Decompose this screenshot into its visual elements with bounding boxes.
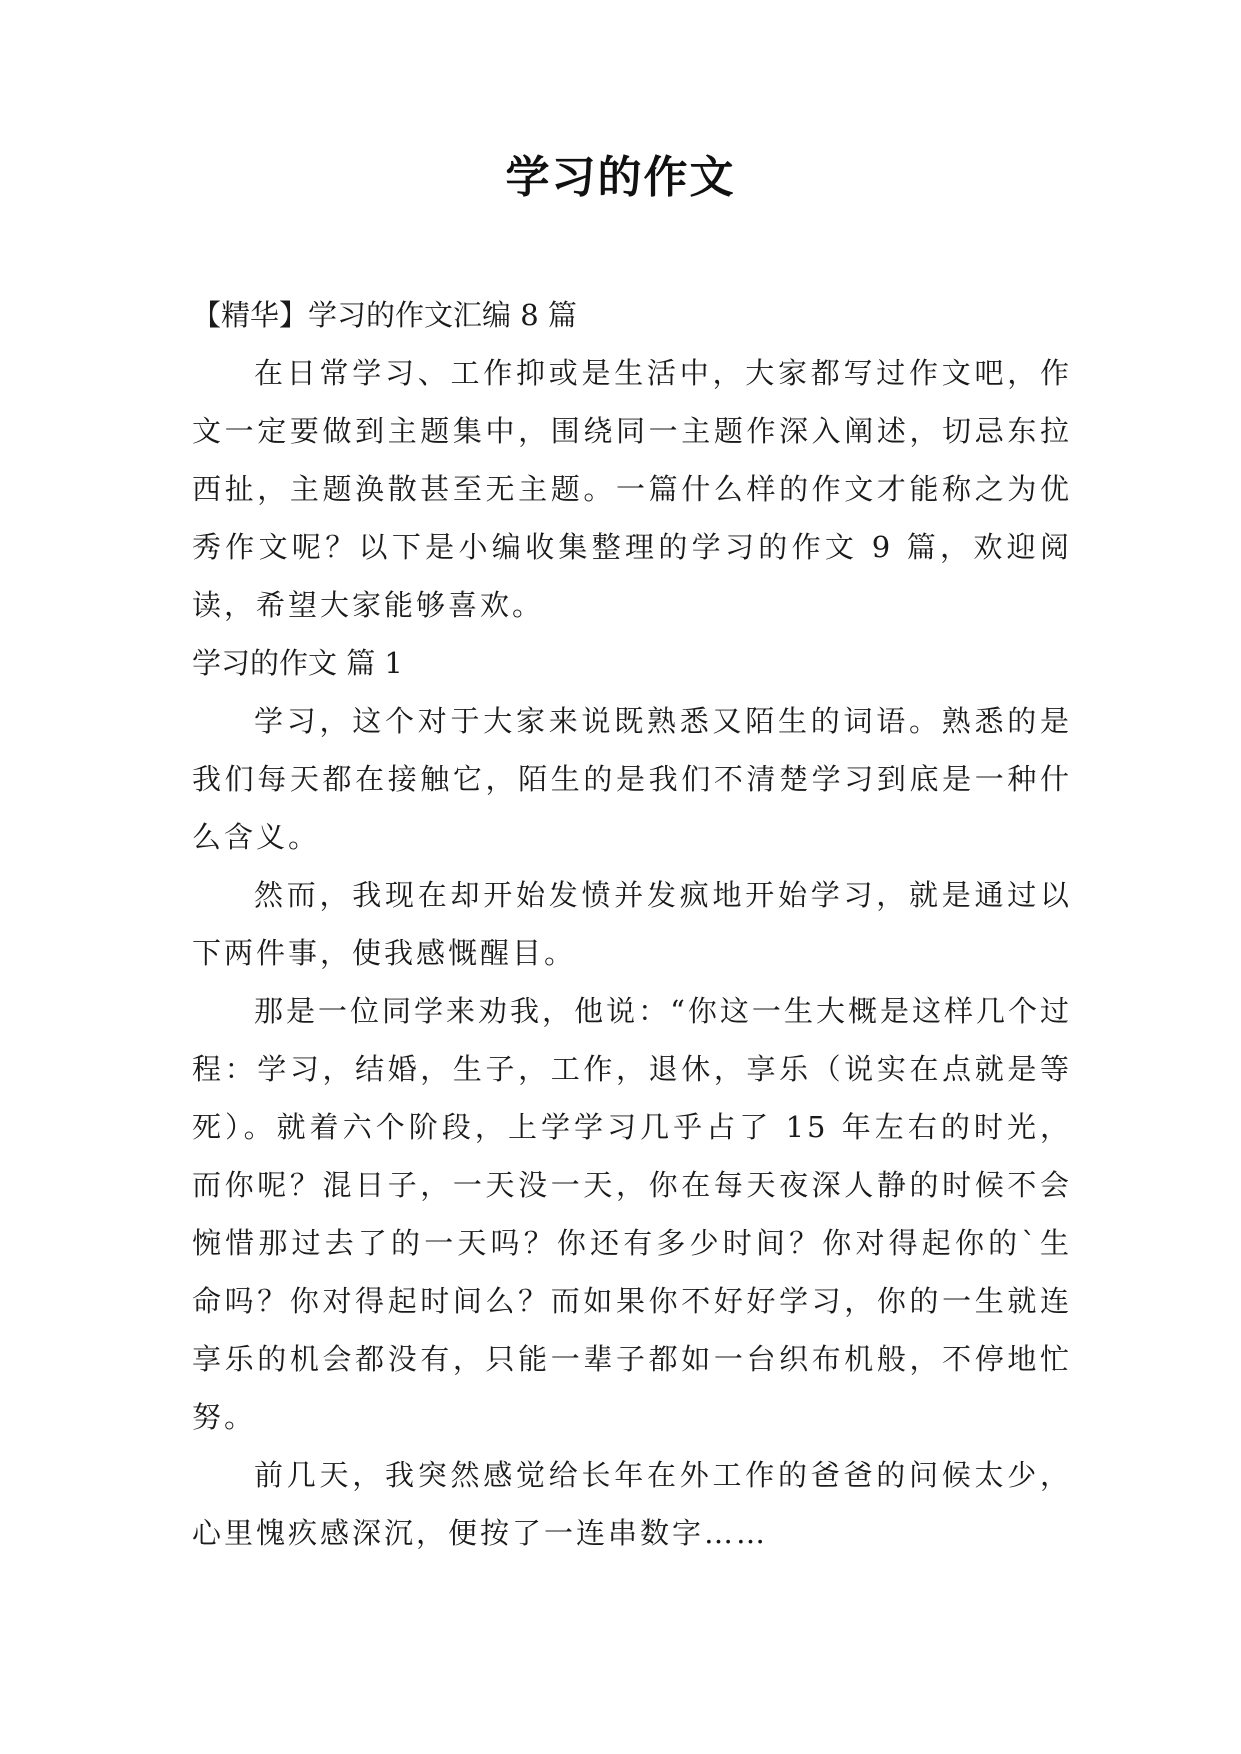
body-paragraph: 然而，我现在却开始发愤并发疯地开始学习，就是通过以下两件事，使我感慨醒目。: [192, 878, 1072, 970]
document-subtitle: 【精华】学习的作文汇编 8 篇: [192, 298, 577, 332]
body-paragraph: 那是一位同学来劝我，他说：“你这一生大概是这样几个过程：学习，结婚，生子，工作，退休，享乐（说实在点就是等死）。就着六个阶段，上学学习几乎占了 15 年左右的时光，而你呢？混日子，一天没一天，你在每天夜深人静的时候不会惋惜那过去了的一天吗？你还有多少时间？你对得起你的`生命吗？你对得起时间么？而如果你不好好学习，你的一生就连享乐的机会都没有，只能一辈子都如一台织布机般，不停地忙努。: [192, 994, 1072, 1434]
intro-paragraph: 在日常学习、工作抑或是生活中，大家都写过作文吧，作文一定要做到主题集中，围绕同一主题作深入阐述，切忌东拉西扯，主题涣散甚至无主题。一篇什么样的作文才能称之为优秀作文呢？以下是小编收集整理的学习的作文 9 篇，欢迎阅读，希望大家能够喜欢。: [192, 356, 1072, 622]
document-title: 学习的作文: [505, 152, 736, 203]
section-heading: 学习的作文 篇 1: [192, 646, 403, 680]
document-body: [192, 286, 1072, 1562]
body-paragraph: 前几天，我突然感觉给长年在外工作的爸爸的问候太少，心里愧疚感深沉，便按了一连串数字……: [192, 1458, 1072, 1550]
body-paragraph: 学习，这个对于大家来说既熟悉又陌生的词语。熟悉的是我们每天都在接触它，陌生的是我们不清楚学习到底是一种什么含义。: [192, 704, 1072, 854]
